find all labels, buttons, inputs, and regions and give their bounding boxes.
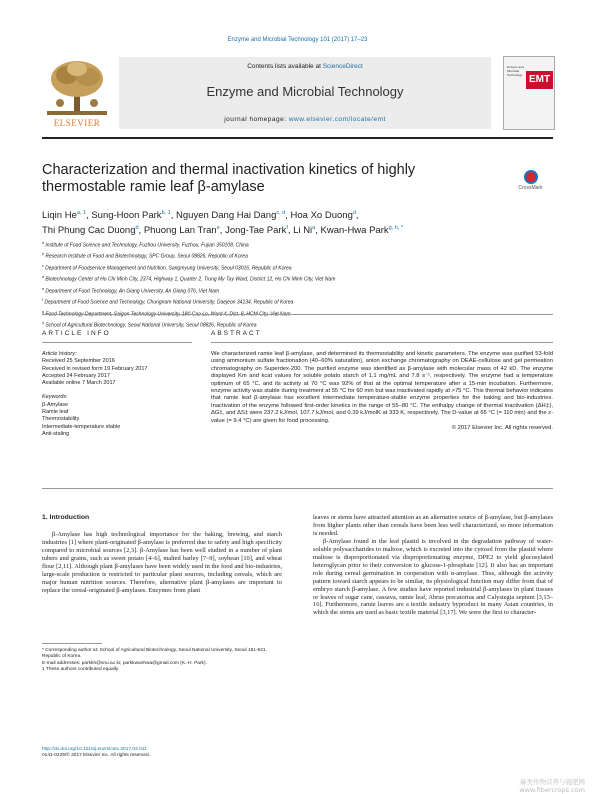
abstract-text: We characterized ramie leaf β-amylase, and determined its thermostability and kinetic parameters. The enzyme was purified 53-fold using ammonium sulfate fractionation (40–60% saturation), anion exchange chromatography on DEAE-cellulose and gel permeation chromatography on Superdex-200. The purified enzyme was identified as β-amylase with molecular mass of 42 kD. The enzyme displayed Km and kcat values for soluble potato starch of 1.1 mg/mL and 7.8 s⁻¹, respectively. The enzyme had a temperature optimum of 65 °C, and its activity at 70 °C was 92% of that at the optimal temperature after a 15-min incubation. Furthermore, enzyme activity was stable during treatment at 55 °C for 60 min but was inactivated rapidly at >75 °C. This thermal behavior indicates that ramie leaf β-amylase has excellent intermediate temperature-stable enzyme properties for the baking and bio-industries. Inactivation of the enzyme followed first-order kinetics in the range of 55–80 °C. The enthalpy change of thermal inactivation (ΔH‡), ΔG‡, and ΔS‡ were 237.2 kJ/mol, 107.7 kJ/mol, and 0.39 kJ/molK at 333 K, respectively. The D-value at 65 °C (= 110 min) and the z-value (= 9.4 °C) are given for food processing.	[211, 351, 553, 424]
author[interactable]: Li Ni$^a$,	[293, 225, 321, 237]
journal-citation[interactable]: Enzyme and Microbial Technology 101 (2017) 17–23	[227, 37, 368, 43]
history-label: Article history:	[42, 351, 77, 357]
history-item: Received in revised form 19 February 2017	[42, 365, 148, 372]
author[interactable]: Sung-Hoon Park$^{b, 1}$,	[91, 210, 177, 222]
journal-cover-thumbnail[interactable]	[503, 56, 555, 130]
footnote: 1 These authors contributed equally.	[42, 667, 120, 673]
footnote[interactable]: E-mail addresses: parkkh@snu.ac.kr, parkkwanhwa@gmail.com (K.-H. Park).	[42, 660, 207, 666]
body-column-right	[313, 514, 553, 617]
author[interactable]: Phuong Lan Tran$^e$,	[143, 225, 226, 237]
footnotes	[42, 648, 282, 674]
crossmark-label: CrossMark	[518, 185, 543, 191]
article-info	[42, 351, 192, 438]
affiliation-list	[42, 239, 553, 331]
affiliation: $^a$ Institute of Food Science and Technology, Fuzhou University, Fuzhou, Fujian 350108, China	[42, 241, 249, 249]
body-paragraph: leaves or stems have attracted attention as an alternative source of β-amylase, but β-amylases from higher plants other than cereals have been less well characterized, so more information is needed.	[313, 514, 553, 537]
homepage-prefix: journal homepage:	[224, 116, 289, 123]
cover-emt-logo: EMT	[526, 71, 553, 89]
article-info-rule	[42, 342, 192, 343]
abstract-rule	[211, 342, 553, 343]
history-item: Received 25 September 2016	[42, 358, 115, 365]
issn-line: 0141-0229/© 2017 Elsevier Inc. All rights reserved.	[42, 753, 151, 759]
introduction-heading: 1. Introduction	[42, 514, 90, 521]
sciencedirect-link[interactable]: ScienceDirect	[322, 63, 363, 70]
author[interactable]: Liqin He$^{a, 1}$,	[42, 210, 92, 222]
journal-name: Enzyme and Microbial Technology	[206, 84, 404, 99]
author[interactable]: Jong-Tae Park$^f$,	[225, 225, 294, 237]
section-rule	[42, 314, 553, 315]
article-info-heading: ARTICLE INFO	[42, 330, 111, 337]
affiliation: $^b$ Research Institute of Food and Biotechnology, SPC Group, Seoul 08826, Republic of Korea	[42, 252, 248, 261]
publisher-name: ELSEVIER	[53, 118, 101, 128]
keyword: β-Amylase	[42, 401, 69, 408]
abstract-heading: ABSTRACT	[211, 330, 262, 337]
article-title: Characterization and thermal inactivation kinetics of highly thermostable ramie leaf β-amylase	[42, 162, 416, 195]
abstract-body	[211, 351, 553, 432]
header-rule	[42, 137, 553, 139]
cover-journal-text: Enzyme and Microbial Technology	[507, 65, 524, 77]
keyword: Thermostability	[42, 416, 80, 423]
keyword: Anti-staling	[42, 430, 70, 437]
affiliation: g	[42, 309, 44, 314]
article-identifiers	[42, 747, 282, 760]
affiliation: $^f$ Department of Food Science and Technology, Chungnam National University, Daejeon 34134, Republic of Korea	[42, 298, 294, 306]
author[interactable]: Hoa Xo Duong$^d$,	[290, 210, 359, 222]
journal-homepage	[119, 116, 491, 123]
abstract-copyright: © 2017 Elsevier Inc. All rights reserved.	[451, 425, 553, 432]
site-watermark: 麻类作物营养与施肥网 www.fibercrops.com	[519, 778, 585, 794]
body-rule	[42, 488, 553, 489]
affiliation: $^d$ Biotechnology Center of Ho Chi Minh City, 2374, Highway 1, Quarter 2, Trung My Tay Ward, District 12, Ho Chi Minh City, Viet Nam	[42, 275, 336, 284]
author[interactable]: Nguyen Dang Hai Dang$^{c, d}$,	[176, 210, 291, 222]
body-paragraph: β-Amylase has high technological importance for the baking, brewing, and starch industries [1] where plant-originated β-amylase is preferred due to safety and high specificity compared to microbial sources [2,3]. β-Amylase has been well studied in a number of plant tubers and grains, such as sweet potato [4–6], malted barley [7–9], soybean [10], and wheat flour [2,11]. Although plant β-amylases have been widely used in the food and bio-industries, large-scale production is restricted to particular plant sources, including cereals, which are major human nutrition sources. Therefore, alternative plant β-amylases are important to replace the cereal-originated β-amylases. Enzymes from plant	[42, 531, 282, 594]
doi-link[interactable]: http://dx.doi.org/10.1016/j.enzmictec.2017.02.011	[42, 747, 147, 752]
history-item: Available online 7 March 2017	[42, 380, 116, 387]
affiliation: $^c$ Department of Foodservice Management and Nutrition, Sangmyung University, Seoul 03016, Republic of Korea	[42, 263, 292, 272]
keyword: Intermediate-temperature stable	[42, 423, 121, 430]
crossmark-badge[interactable]	[508, 170, 553, 191]
author-list	[42, 207, 512, 237]
body-column-left	[42, 531, 282, 595]
footnote-rule	[42, 643, 102, 644]
author[interactable]: Thi Phung Cac Duong$^d$,	[42, 225, 144, 237]
affiliation: $^e$ Department of Food Technology, An Giang University, An Giang 076, Viet Nam	[42, 286, 220, 295]
crossmark-icon	[524, 170, 538, 184]
contents-line	[119, 63, 491, 70]
body-paragraph: β-Amylase found in the leaf plastid is involved in the degradation pathway of water-soluble polysaccharides to maltose, which is excreted into the cytosol from the plastid where maltose is disproportionated via disproportionating enzyme, DPE2 to yield glucosylated heteroglycan prior to their conversion to glucose-1-phosphate [12]. It also has an important role during cereal germination in cooperation with α-amylase. Thus, although the activity pattern toward starch appears to be similar, its physiological function may differ from that of embryo starch β-amylase. A few studies have reported industrial β-amylases in plant tissues or leaves of sugar cane, cassava, ramie leaf, Abrus precatorius and Calystegia septum [3,13–16]. Furthermore, ramie leaves are a textile industry byproduct in many Asian countries, in which the stems are used as basic textile material [3,17]. We were the first to character-	[313, 537, 553, 617]
contents-prefix: Contents lists available at	[247, 63, 323, 70]
author[interactable]: Kwan-Hwa Park$^{g, h, *}$	[320, 225, 403, 237]
history-item: Accepted 24 February 2017	[42, 372, 110, 379]
footnote: * Corresponding author at: School of Agricultural Biotechnology, Seoul National University, Seoul 151-921, Republic of Korea.	[42, 648, 267, 660]
affiliation: $^h$ School of Agricultural Biotechnology, Seoul National University, Seoul 08826, Republic of Korea	[42, 321, 257, 329]
keyword: Ramie leaf	[42, 409, 69, 416]
homepage-link[interactable]: www.elsevier.com/locate/emt	[288, 116, 386, 123]
keywords-label: Keywords:	[42, 394, 68, 401]
